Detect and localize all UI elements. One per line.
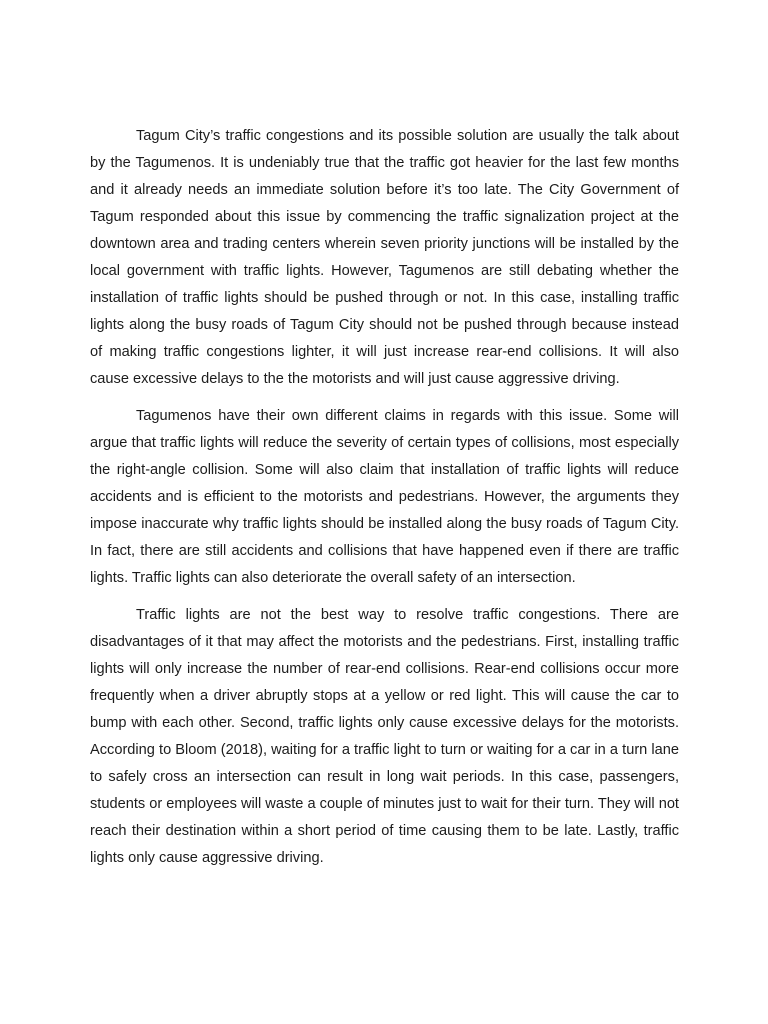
paragraph-2: Tagumenos have their own different claims in regards with this issue. Some will argue that traffic lights will reduce the severity of certain types of collisions, most especially the right-angle collision. Some will also claim that installation of traffic lights will reduce accidents and is efficient to the motorists and pedestrians. However, the arguments they impose inaccurate why traffic lights should be installed along the busy roads of Tagum City. In fact, there are still accidents and collisions that have happened even if there are traffic lights. Traffic lights can also deteriorate the overall safety of an intersection. [90, 408, 679, 586]
document-page [90, 123, 679, 882]
paragraph-1: Tagum City’s traffic congestions and its possible solution are usually the talk about by the Tagumenos. It is undeniably true that the traffic got heavier for the last few months and it already needs an immediate solution before it’s too late. The City Government of Tagum responded about this issue by commencing the traffic signalization project at the downtown area and trading centers wherein seven priority junctions will be installed by the local government with traffic lights. However, Tagumenos are still debating whether the installation of traffic lights should be pushed through or not. In this case, installing traffic lights along the busy roads of Tagum City should not be pushed through because instead of making traffic congestions lighter, it will just increase rear-end collisions. It will also cause excessive delays to the the motorists and will just cause aggressive driving. [90, 128, 679, 387]
paragraph-3: Traffic lights are not the best way to resolve traffic congestions. There are disadvantages of it that may affect the motorists and the pedestrians. First, installing traffic lights will only increase the number of rear-end collisions. Rear-end collisions occur more frequently when a driver abruptly stops at a yellow or red light. This will cause the car to bump with each other. Second, traffic lights only cause excessive delays for the motorists. According to Bloom (2018), waiting for a traffic light to turn or waiting for a car in a turn lane to safely cross an intersection can result in long wait periods. In this case, passengers, students or employees will waste a couple of minutes just to wait for their turn. They will not reach their destination within a short period of time causing them to be late. Lastly, traffic lights only cause aggressive driving. [90, 607, 679, 866]
